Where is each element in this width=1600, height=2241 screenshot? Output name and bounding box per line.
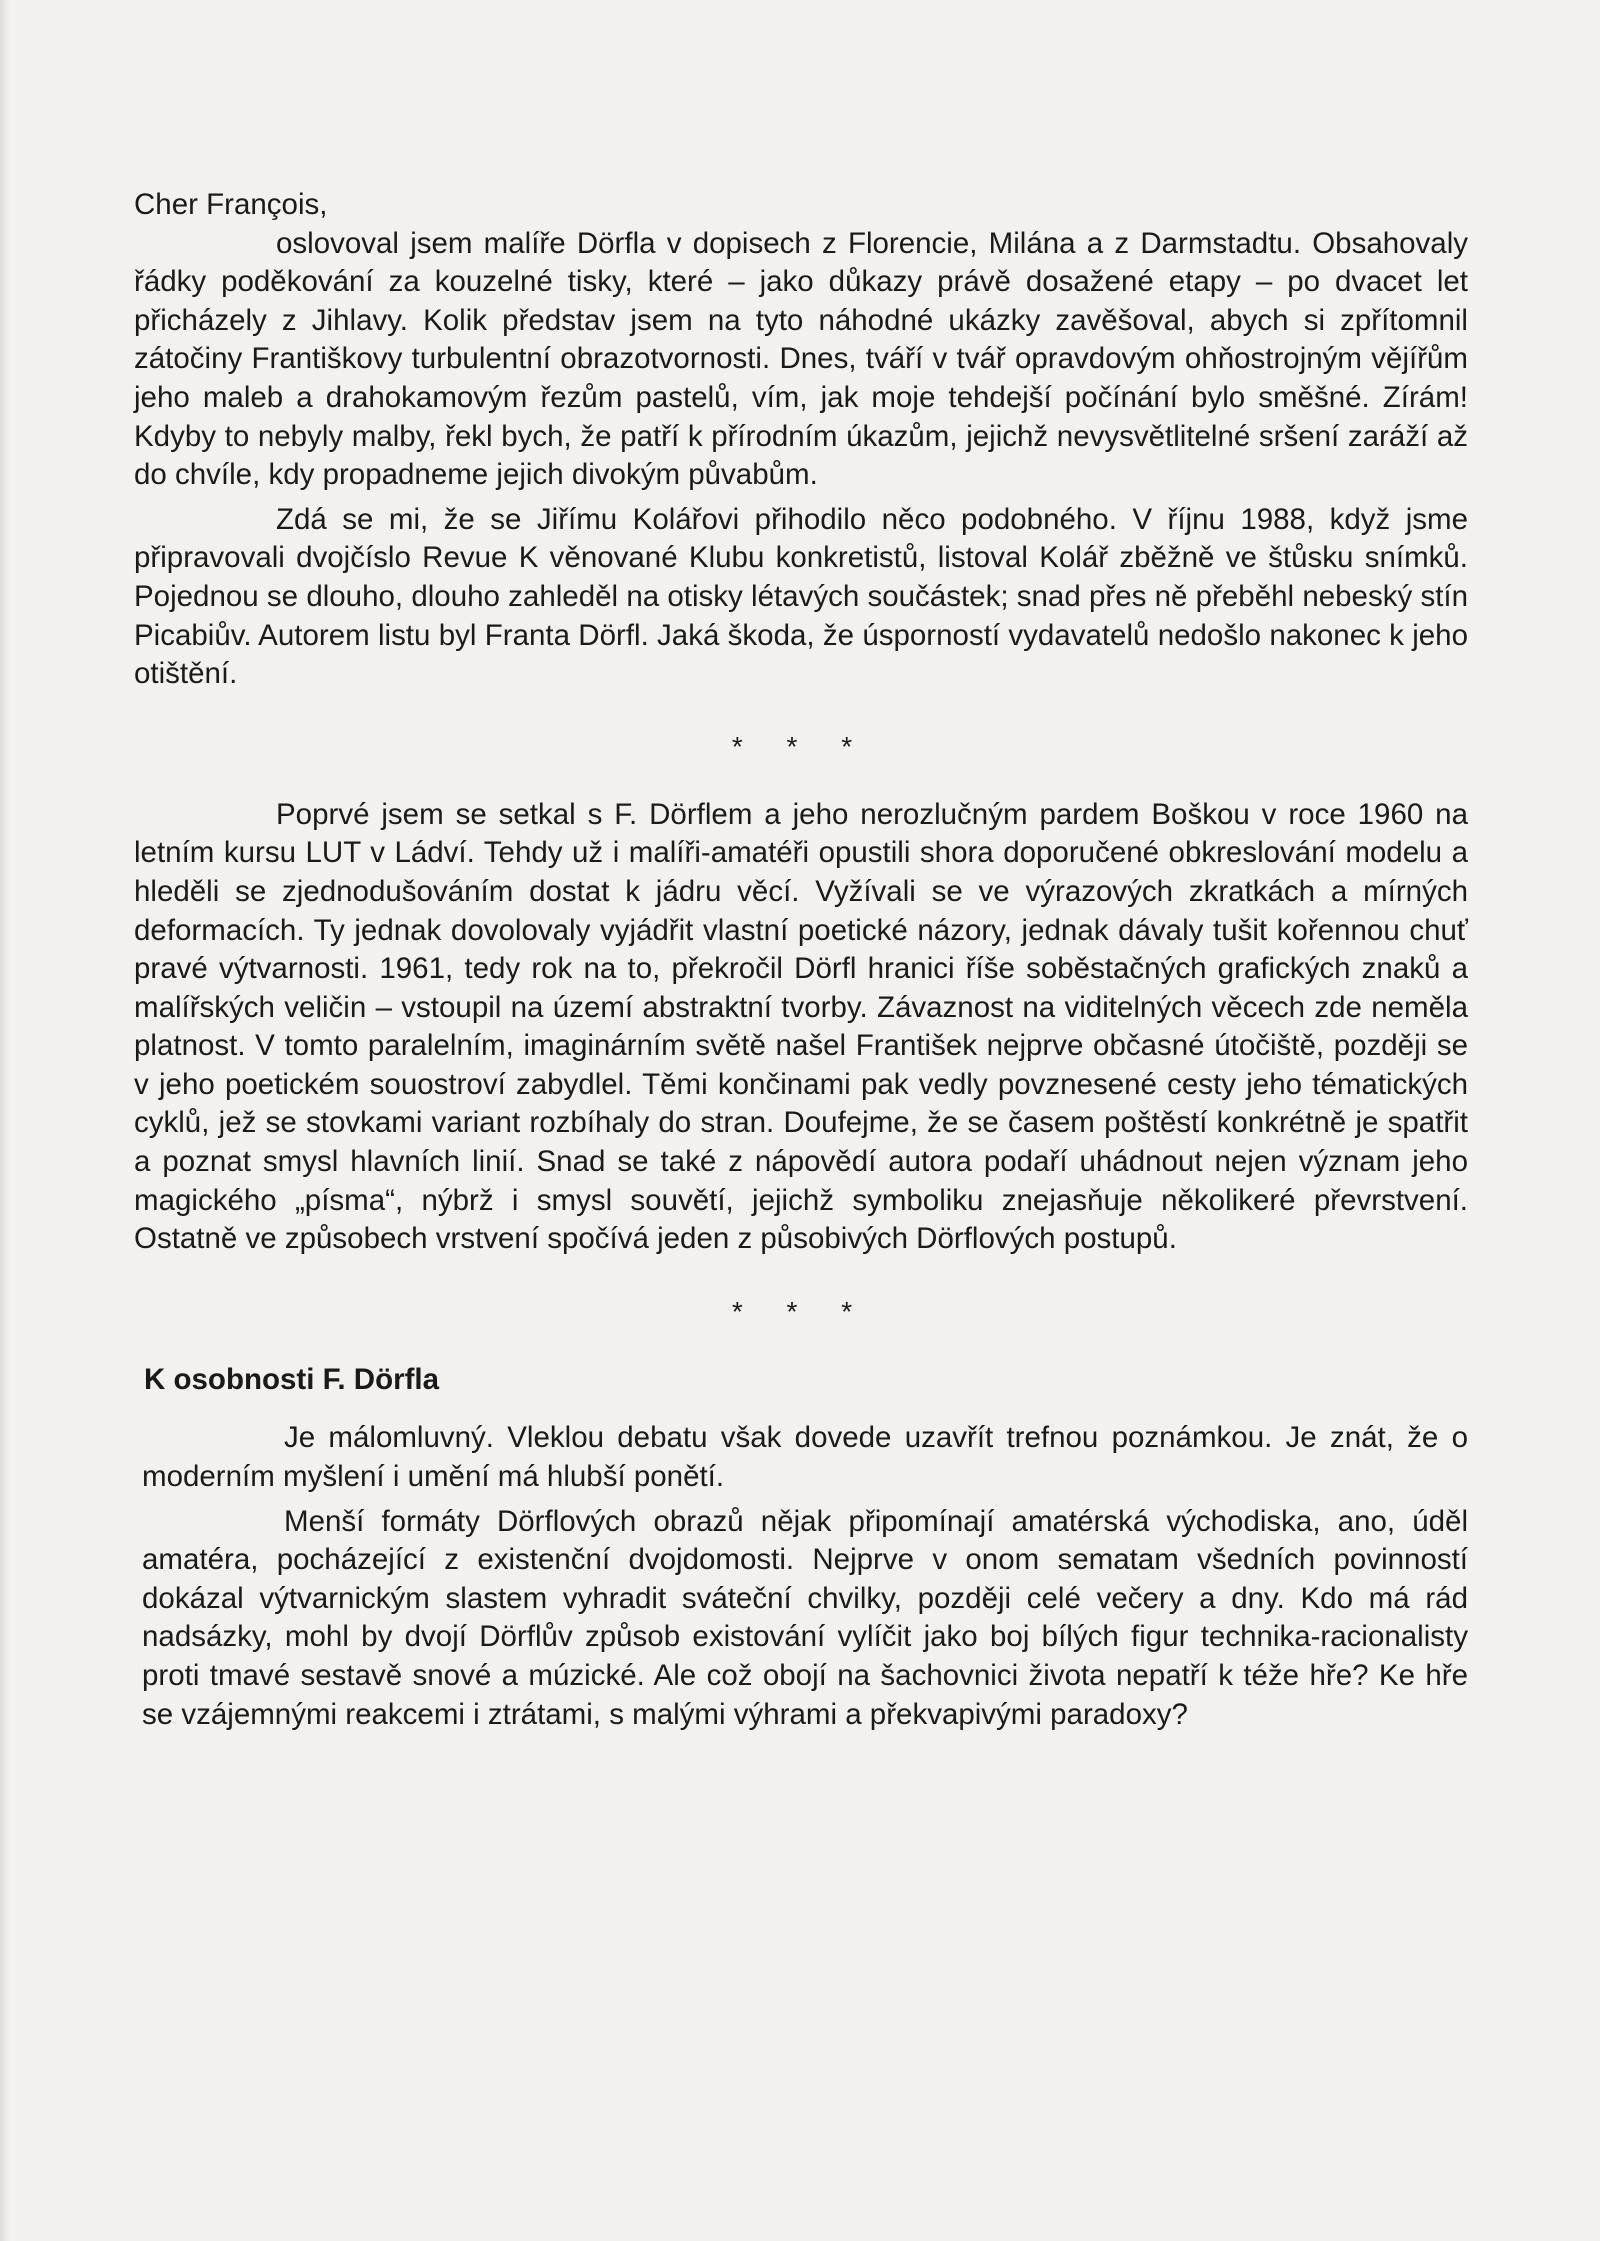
document-body	[134, 186, 1468, 1734]
letter-paragraph: oslovoval jsem malíře Dörfla v dopisech z Florencie, Milána a z Darmstadtu. Obsahovaly řádky poděkování za kouzelné tisky, které – jako důkazy právě dosažené etapy – po dvacet let přicházely z Jihlavy. Kolik představ jsem na tyto náhodné ukázky zavěšoval, abych si zpřítomnil zátočiny Františkovy turbulentní obrazotvornosti. Dnes, tváří v tvář opravdovým ohňostrojným vějířům jeho maleb a drahokamovým řezům pastelů, vím, jak moje tehdejší počínání bylo směšné. Zírám! Kdyby to nebyly malby, řekl bych, že patří k přírodním úkazům, jejichž nevysvětlitelné sršení zaráží až do chvíle, kdy propadneme jejich divokým půvabům.	[134, 226, 1468, 492]
section-paragraph: Menší formáty Dörflových obrazů nějak připomínají amatérská východiska, ano, úděl amatéra, pocházející z existenční dvojdomosti. Nejprve v onom sematam všedních povinností dokázal výtvarnickým slastem vyhradit sváteční chvilky, později celé večery a dny. Kdo má rád nadsázky, mohl by dvojí Dörflův způsob existování vylíčit jako boj bílých figur technika-racionalisty proti tmavé sestavě snové a múzické. Ale což obojí na šachovnici života nepatří k téže hře? Ke hře se vzájemnými reakcemi i ztrátami, s malými výhrami a překvapivými paradoxy?	[142, 1504, 1468, 1731]
section-paragraph: Je málomluvný. Vleklou debatu však dovede uzavřít trefnou poznámkou. Je znát, že o moderním myšlení i umění má hlubší ponětí.	[142, 1421, 1468, 1494]
section-separator: * * *	[731, 1295, 871, 1327]
letter-paragraph: Zdá se mi, že se Jiřímu Kolářovi přihodilo něco podobného. V říjnu 1988, když jsme připravovali dvojčíslo Revue K věnované Klubu konkretistů, listoval Kolář zběžně ve štůsku snímků. Pojednou se dlouho, dlouho zahleděl na otisky létavých součástek; snad přes ně přeběhl nebeský stín Picabiův. Autorem listu byl Franta Dörfl. Jaká škoda, že úsporností vydavatelů nedošlo nakonec k jeho otištění.	[134, 502, 1468, 691]
letter-salutation: Cher François,	[134, 188, 328, 221]
section-body	[134, 1419, 1468, 1734]
section-separator: * * *	[731, 730, 871, 762]
section-heading: K osobnosti F. Dörfla	[144, 1362, 439, 1396]
page-binding-edge	[0, 0, 10, 2241]
body-paragraph: Poprvé jsem se setkal s F. Dörflem a jeho nerozlučným pardem Boškou v roce 1960 na letním kursu LUT v Ládví. Tehdy už i malíři-amatéři opustili shora doporučené obkreslování modelu a hleděli se zjednodušováním dostat k jádru věcí. Vyžívali se ve výrazových zkratkách a mírných deformacích. Ty jednak dovolovaly vyjádřit vlastní poetické názory, jednak dávaly tušit kořennou chuť pravé výtvarnosti. 1961, tedy rok na to, překročil Dörfl hranici říše soběstačných grafických znaků a malířských veličin – vstoupil na území abstraktní tvorby. Závaznost na viditelných věcech zde neměla platnost. V tomto paralelním, imaginárním světě našel František nejprve občasné útočiště, později se v jeho poetickém souostroví zabydlel. Těmi končinami pak vedly povznesené cesty jeho tématických cyklů, jež se stovkami variant rozbíhaly do stran. Doufejme, že se časem poštěstí konkrétně je spatřit a poznat smysl hlavních linií. Snad se také z nápovědí autora podaří uhádnout nejen význam jeho magického „písma“, nýbrž i smysl souvětí, jejichž symboliku znejasňuje několikeré převrstvení. Ostatně ve způsobech vrstvení spočívá jeden z působivých Dörflových postupů.	[134, 797, 1468, 1256]
